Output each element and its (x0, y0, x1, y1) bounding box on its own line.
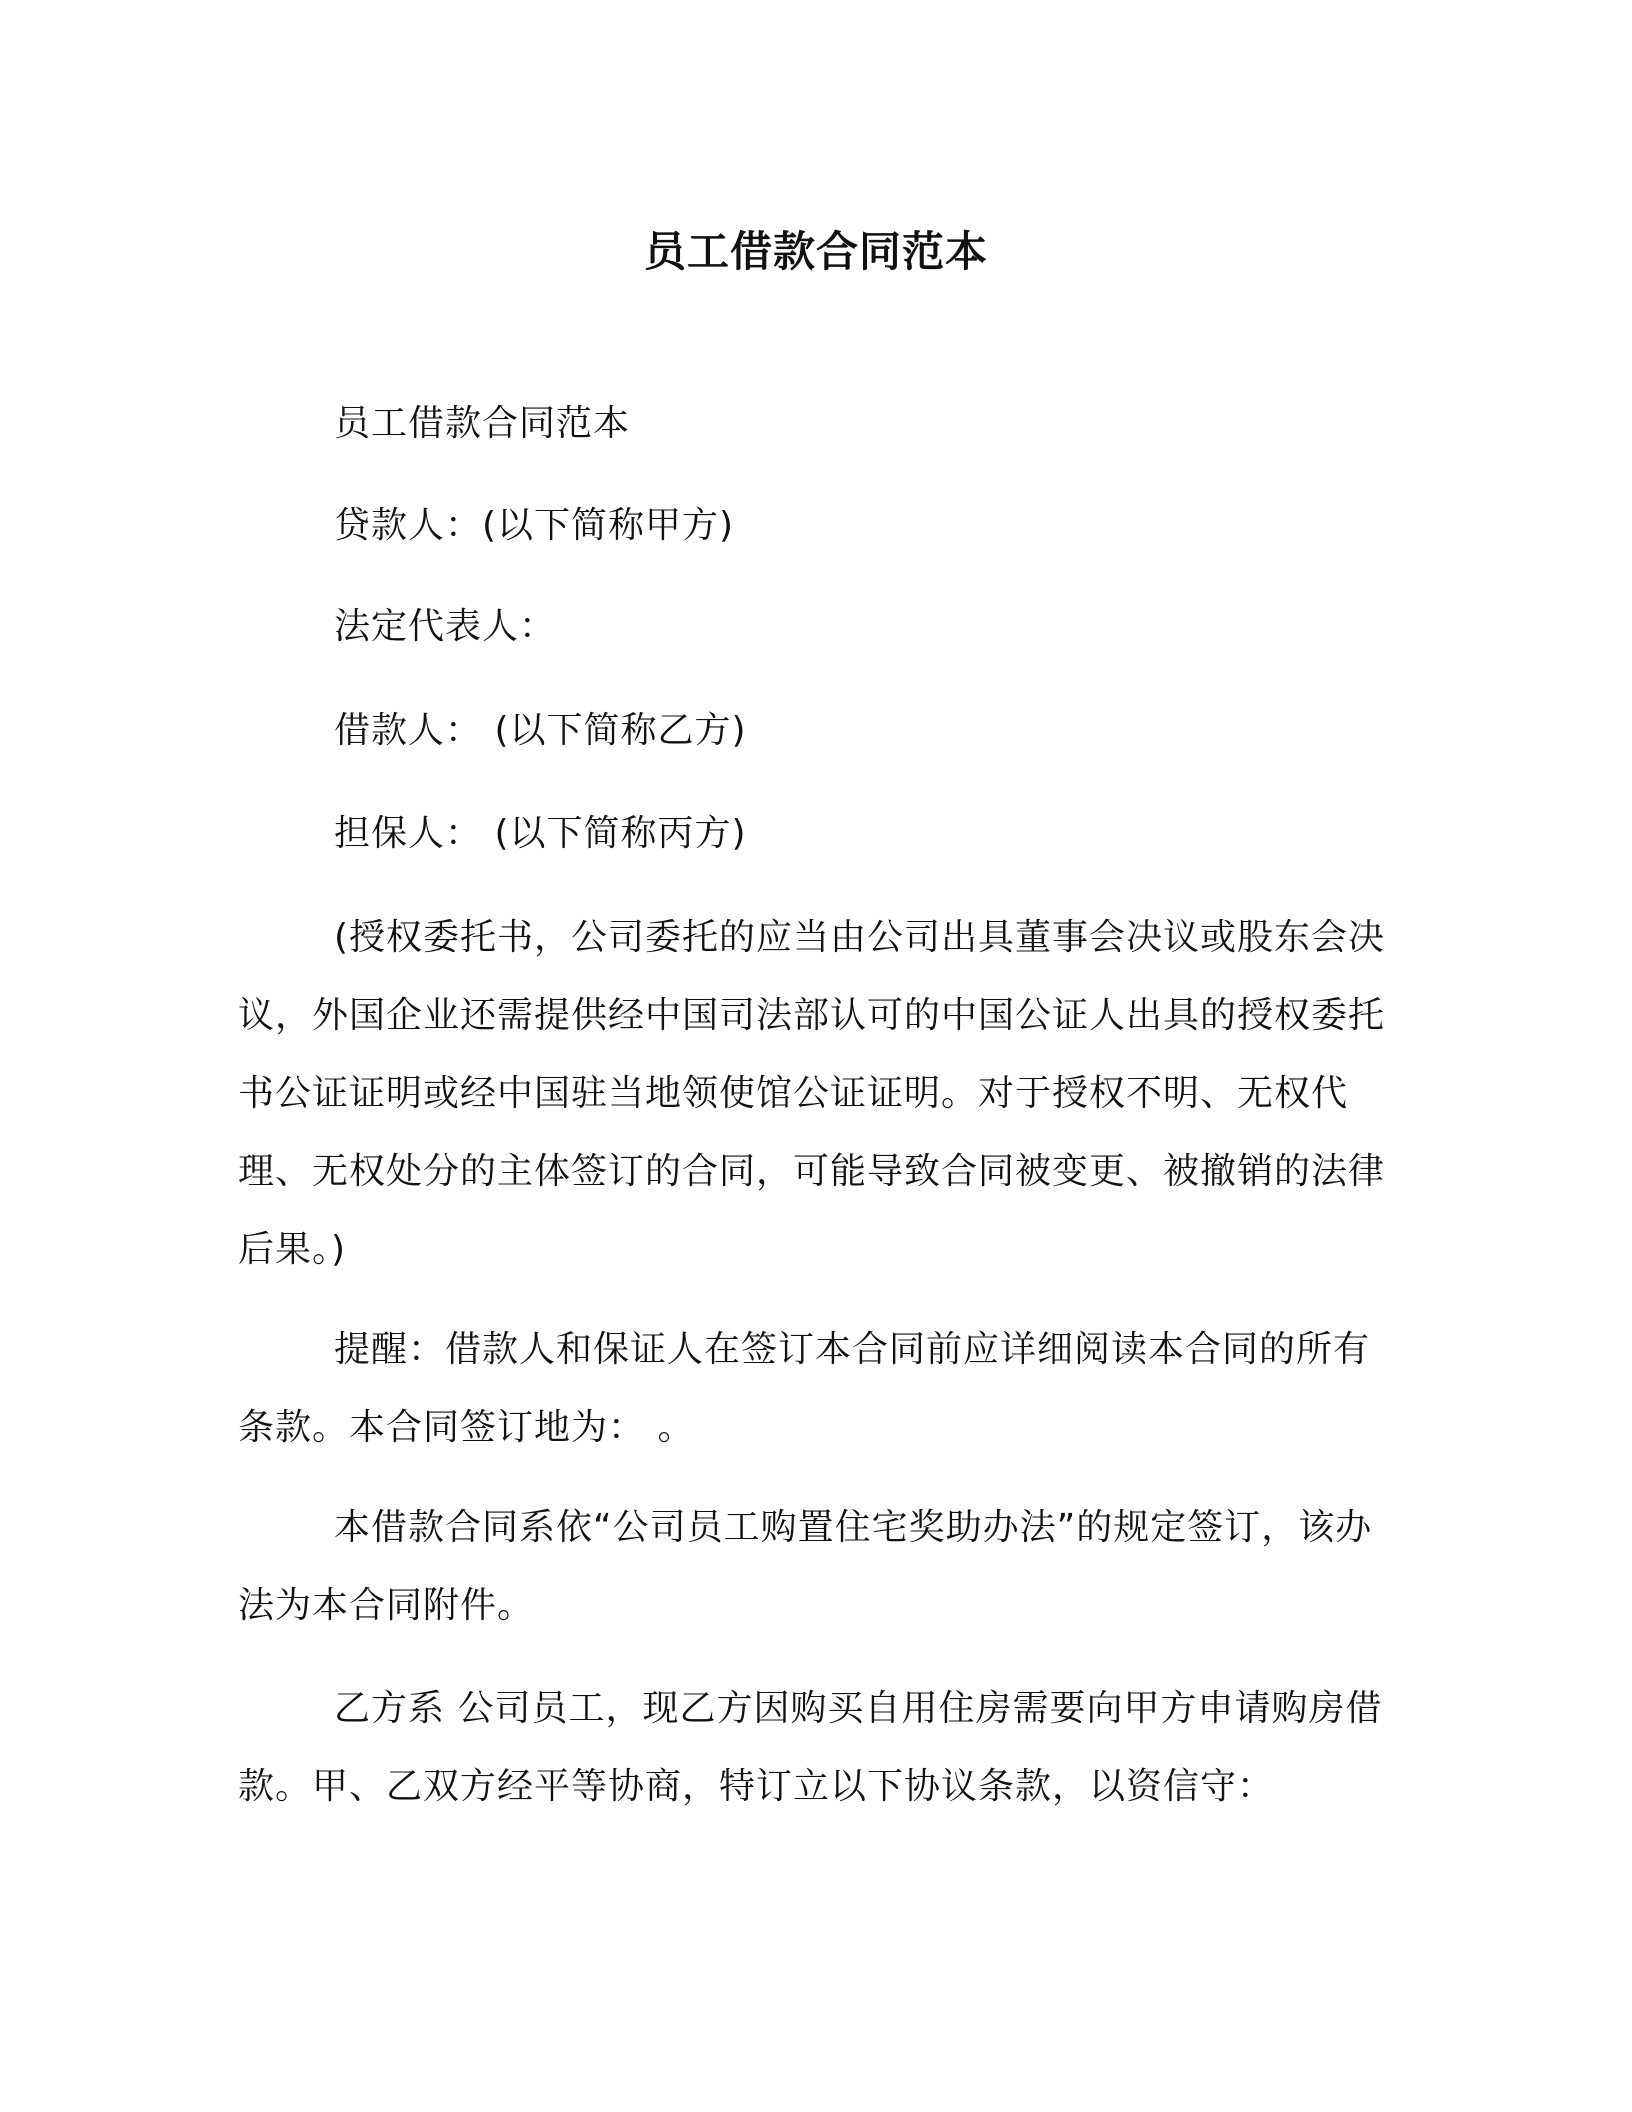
authorization-paragraph: (授权委托书，公司委托的应当由公司出具董事会决议或股东会决议，外国企业还需提供经中国司法部认可的中国公证人出具的授权委托书公证证明或经中国驻当地领使馆公证证明。对于授权不明、无权代理、无权处分的主体签订的合同，可能导致合同被变更、被撤销的法律后果。) (238, 917, 1386, 1270)
guarantor-line: 担保人： (以下简称丙方) (334, 813, 747, 854)
document-title: 员工借款合同范本 (643, 227, 988, 276)
subtitle-line: 员工借款合同范本 (334, 403, 631, 444)
reminder-paragraph: 提醒：借款人和保证人在签订本合同前应详细阅读本合同的所有条款。本合同签订地为： 。 (238, 1329, 1371, 1448)
legal-representative-line: 法定代表人： (334, 606, 557, 647)
lender-line: 贷款人：(以下简称甲方) (334, 505, 735, 546)
borrower-line: 借款人： (以下简称乙方) (334, 710, 747, 751)
purpose-paragraph: 乙方系 公司员工，现乙方因购买自用住房需要向甲方申请购房借款。甲、乙双方经平等协商，特订立以下协议条款，以资信守： (238, 1688, 1383, 1807)
basis-paragraph: 本借款合同系依“公司员工购置住宅奖助办法”的规定签订，该办法为本合同附件。 (238, 1507, 1373, 1626)
